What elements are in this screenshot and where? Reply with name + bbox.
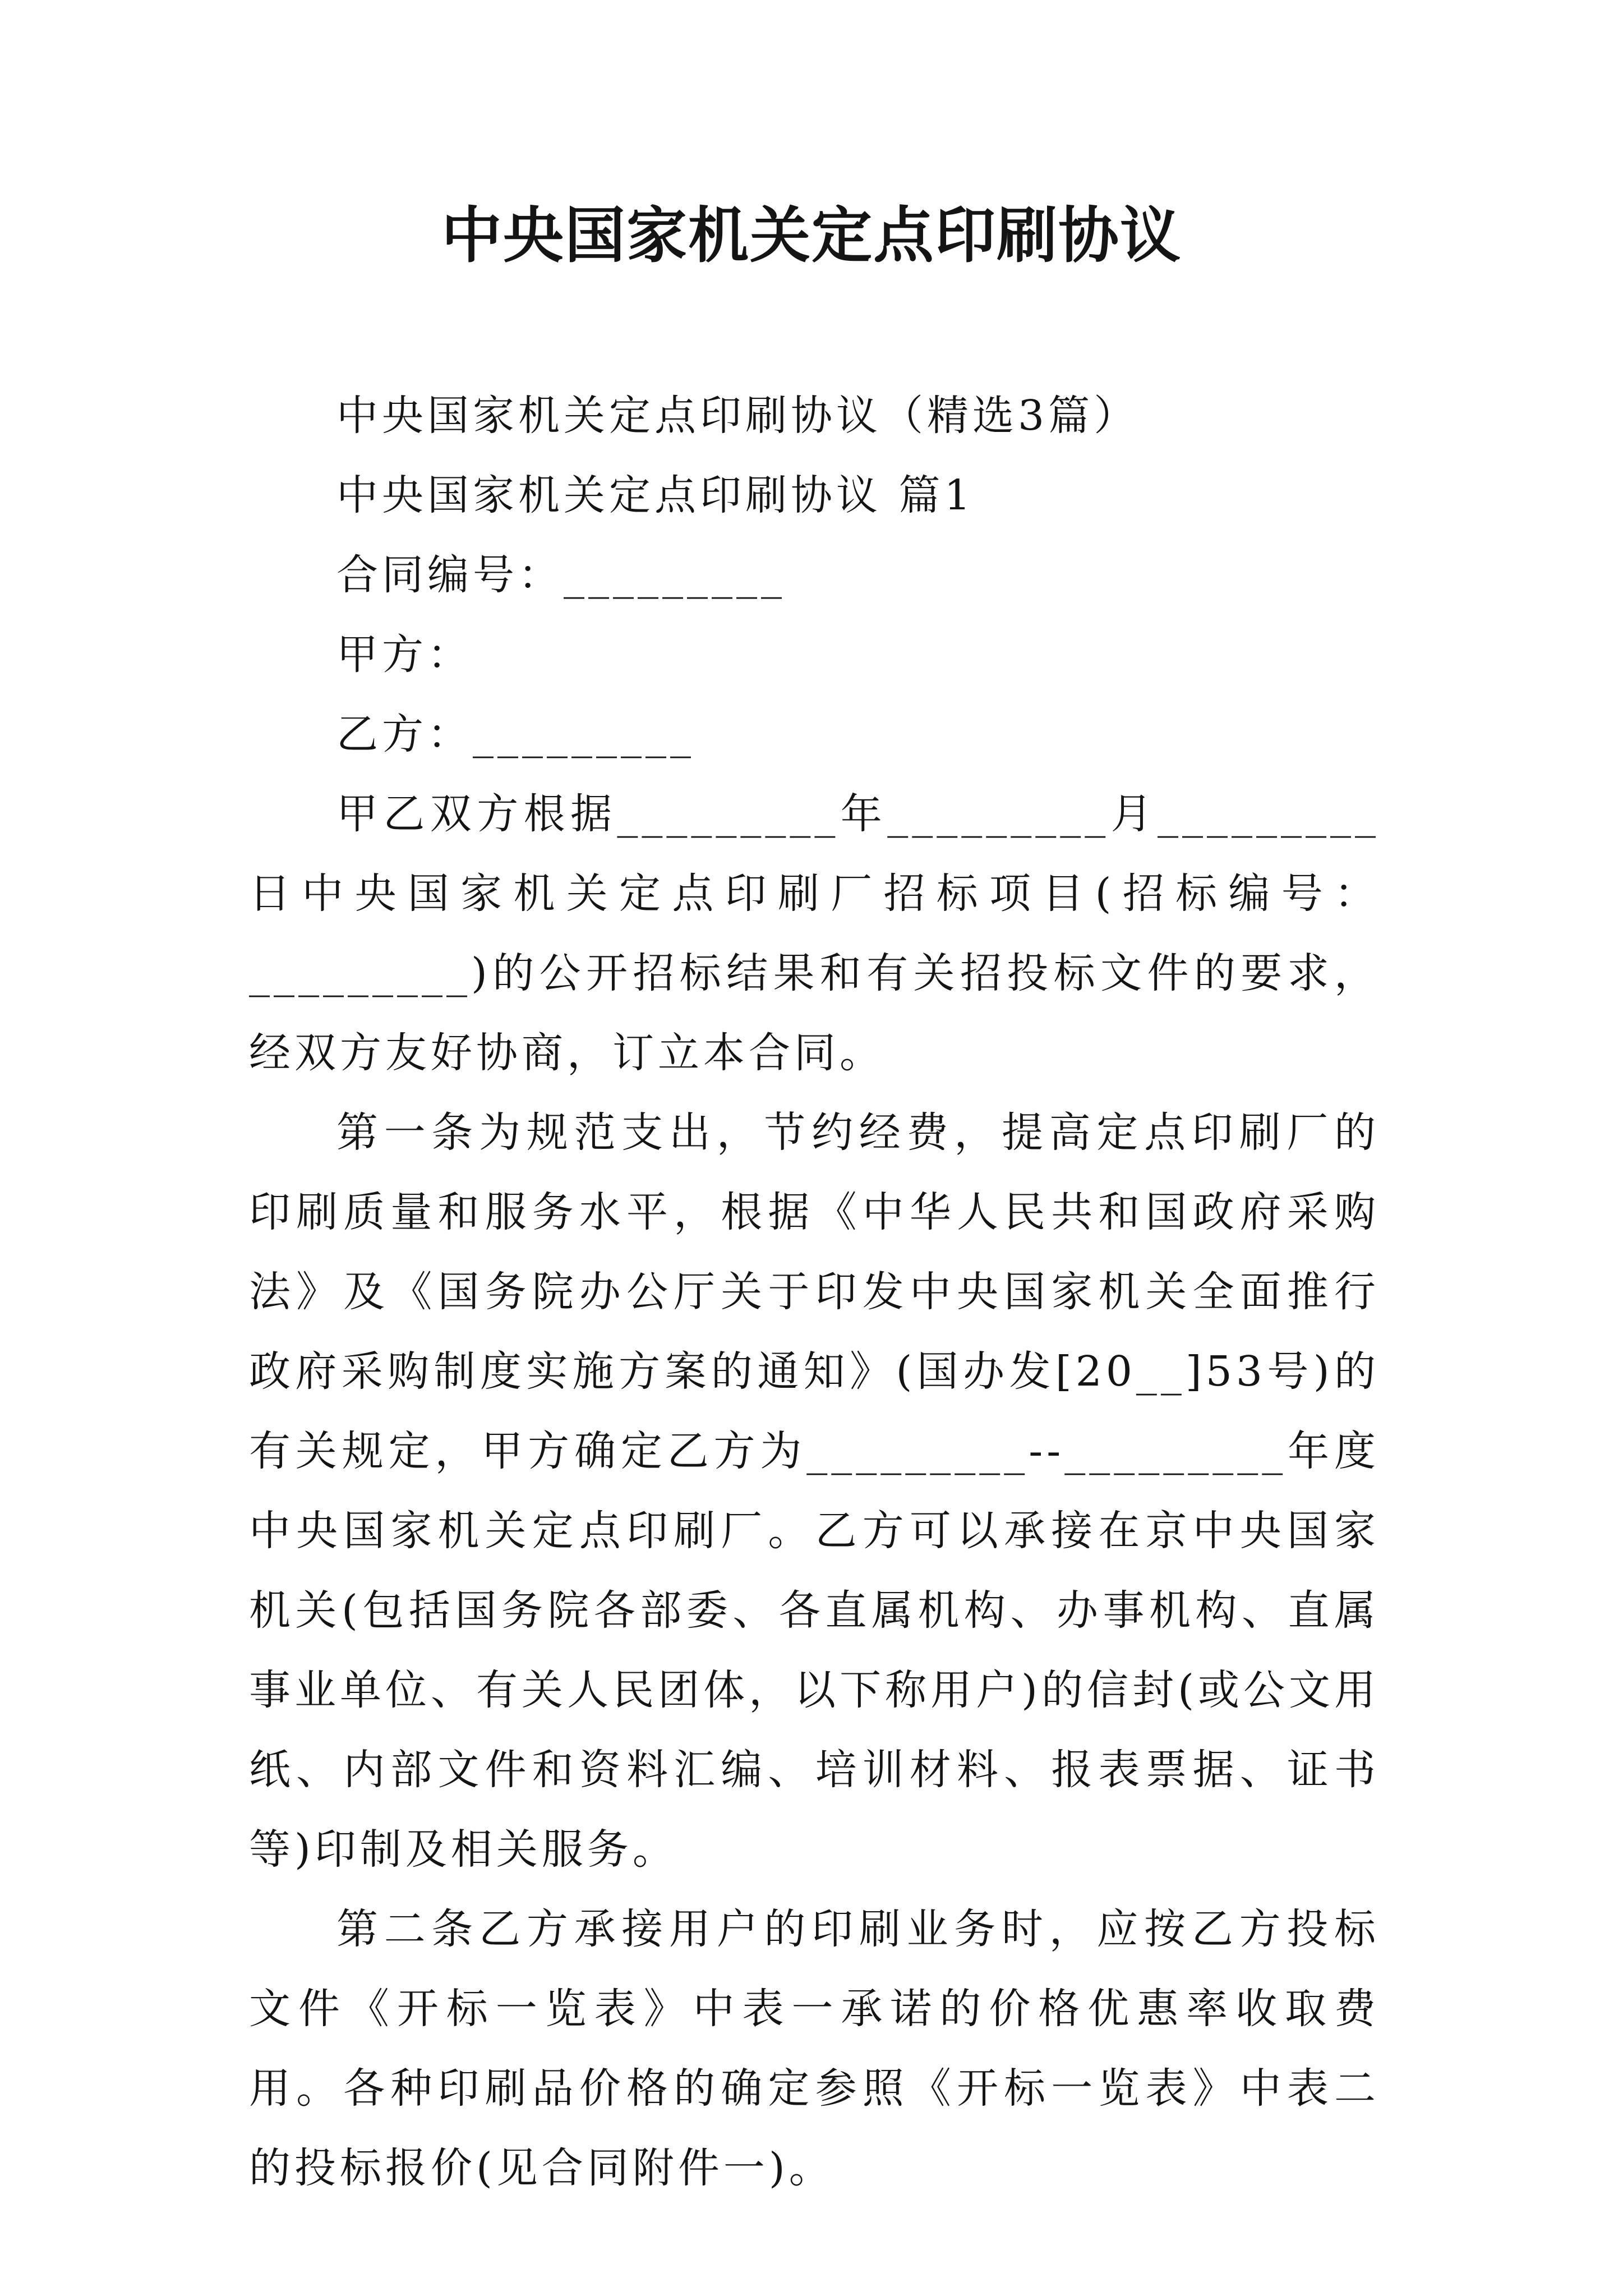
document-body bbox=[249, 376, 1380, 2208]
contract-number-line: 合同编号：_________ bbox=[336, 551, 786, 599]
document-title: 中央国家机关定点印刷协议 bbox=[441, 200, 1182, 271]
party-b-line: 乙方：_________ bbox=[336, 710, 695, 758]
section-heading: 中央国家机关定点印刷协议 篇1 bbox=[336, 471, 975, 519]
paragraph-article-2: 第二条乙方承接用户的印刷业务时，应按乙方投标文件《开标一览表》中表一承诺的价格优惠率收取费用。各种印刷品价格的确定参照《开标一览表》中表二的投标报价(见合同附件一)。 bbox=[249, 1905, 1380, 2192]
paragraph-intro: 甲乙双方根据_________年_________月_________日中央国家机关定点印刷厂招标项目(招标编号：_________)的公开招标结果和有关招投标文件的要求，经双方友好协商，订立本合同。 bbox=[249, 790, 1380, 1077]
document-subtitle: 中央国家机关定点印刷协议（精选3篇） bbox=[336, 392, 1140, 440]
party-a-line: 甲方： bbox=[336, 631, 473, 679]
paragraph-article-1: 第一条为规范支出，节约经费，提高定点印刷厂的印刷质量和服务水平，根据《中华人民共和国政府采购法》及《国务院办公厅关于印发中央国家机关全面推行政府采购制度实施方案的通知》(国办发[20__]53号)的有关规定，甲方确定乙方为_________--_________年度中央国家机关定点印刷厂。乙方可以承接在京中央国家机关(包括国务院各部委、各直属机构、办事机构、直属事业单位、有关人民团体，以下称用户)的信封(或公文用纸、内部文件和资料汇编、培训材料、报表票据、证书等)印制及相关服务。 bbox=[249, 1108, 1380, 1874]
